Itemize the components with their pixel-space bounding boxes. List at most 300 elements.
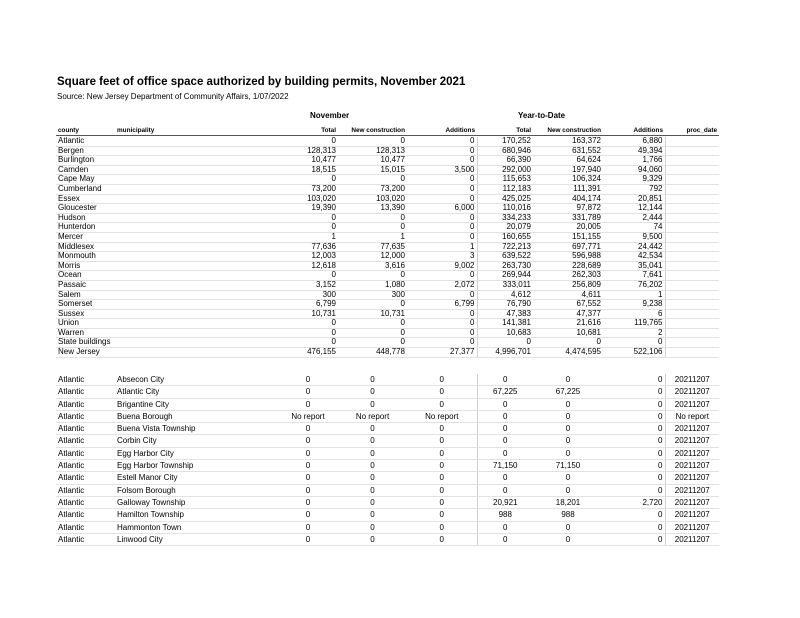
proc-date-cell: 20211207 (665, 496, 719, 508)
nov-additions-cell: 0 (407, 271, 477, 281)
ytd-additions-cell: 0 (603, 460, 665, 472)
ytd-new-construction-cell: 10,681 (533, 328, 603, 338)
nov-additions-cell: 0 (407, 533, 477, 545)
ytd-additions-cell: 1,766 (603, 156, 665, 166)
proc-date-cell: 20211207 (665, 484, 719, 496)
proc-date-cell: 20211207 (665, 447, 719, 459)
ytd-additions-cell: 0 (603, 435, 665, 447)
ytd-total-cell: 269,944 (477, 271, 533, 281)
ytd-total-cell: 115,653 (477, 175, 533, 185)
municipality-row (56, 496, 719, 508)
november-group-header: November (310, 111, 350, 120)
county-name-cell: Atlantic (56, 410, 115, 422)
ytd-additions-cell: 792 (603, 184, 665, 194)
ytd-group-header: Year-to-Date (518, 111, 566, 120)
proc-date-cell (665, 309, 719, 319)
county-name-cell: Somerset (56, 300, 278, 310)
county-row (56, 261, 719, 271)
nov-additions-cell: 0 (407, 213, 477, 223)
municipality-name-cell: Corbin City (115, 435, 278, 447)
ytd-additions-cell: 24,442 (603, 242, 665, 252)
ytd-total-cell: 0 (477, 398, 533, 410)
nov-new-construction-cell: 0 (338, 398, 407, 410)
ytd-additions-cell: 9,238 (603, 300, 665, 310)
nov-total-cell: 0 (278, 533, 338, 545)
nov-additions-cell: 9,002 (407, 261, 477, 271)
county-name-cell: Cumberland (56, 184, 278, 194)
ytd-new-construction-cell: 228,689 (533, 261, 603, 271)
ytd-additions-cell: 76,202 (603, 280, 665, 290)
nov-new-construction-cell: 1,080 (338, 280, 407, 290)
proc-date-cell: 20211207 (665, 398, 719, 410)
ytd-new-construction-cell: 163,372 (533, 137, 603, 146)
nov-total-cell: 73,200 (278, 184, 338, 194)
county-row (56, 137, 719, 146)
ytd-additions-cell: 35,041 (603, 261, 665, 271)
nov-total-cell: 10,731 (278, 309, 338, 319)
nov-additions-cell: 0 (407, 146, 477, 156)
nov-new-construction-cell: 0 (338, 460, 407, 472)
col-header-county: county (58, 127, 79, 134)
county-name-cell: Atlantic (56, 374, 115, 386)
proc-date-cell (665, 280, 719, 290)
ytd-total-cell: 20,921 (477, 496, 533, 508)
county-name-cell: Atlantic (56, 423, 115, 435)
ytd-new-construction-cell: 0 (533, 521, 603, 533)
nov-additions-cell: No report (407, 410, 477, 422)
county-name-cell: Hudson (56, 213, 278, 223)
ytd-additions-cell: 7,641 (603, 271, 665, 281)
ytd-new-construction-cell: 0 (533, 410, 603, 422)
nov-new-construction-cell: 1 (338, 232, 407, 242)
nov-new-construction-cell: 3,616 (338, 261, 407, 271)
ytd-new-construction-cell: 21,616 (533, 319, 603, 329)
ytd-additions-cell: 2 (603, 328, 665, 338)
county-name-cell: Cape May (56, 175, 278, 185)
county-row (56, 348, 719, 358)
proc-date-cell: 20211207 (665, 435, 719, 447)
ytd-new-construction-cell: 64,624 (533, 156, 603, 166)
ytd-total-cell: 292,000 (477, 165, 533, 175)
nov-total-cell: 12,618 (278, 261, 338, 271)
county-name-cell: Atlantic (56, 521, 115, 533)
ytd-additions-cell: 1 (603, 290, 665, 300)
nov-new-construction-cell: 0 (338, 175, 407, 185)
nov-new-construction-cell: 0 (338, 533, 407, 545)
county-name-cell: Morris (56, 261, 278, 271)
ytd-new-construction-cell: 0 (533, 472, 603, 484)
ytd-new-construction-cell: 631,552 (533, 146, 603, 156)
source-note: Source: New Jersey Department of Community Affairs, 1/07/2022 (57, 92, 289, 101)
ytd-additions-cell: 2,444 (603, 213, 665, 223)
nov-new-construction-cell: 0 (338, 374, 407, 386)
nov-total-cell: 3,152 (278, 280, 338, 290)
proc-date-cell: 20211207 (665, 423, 719, 435)
proc-date-cell (665, 175, 719, 185)
county-row (56, 204, 719, 214)
nov-new-construction-cell: 0 (338, 338, 407, 348)
proc-date-cell: No report (665, 410, 719, 422)
ytd-additions-cell: 0 (603, 374, 665, 386)
ytd-new-construction-cell: 18,201 (533, 496, 603, 508)
nov-additions-cell: 0 (407, 232, 477, 242)
municipality-name-cell: Folsom Borough (115, 484, 278, 496)
nov-new-construction-cell: 0 (338, 300, 407, 310)
nov-total-cell: 103,020 (278, 194, 338, 204)
ytd-additions-cell: 74 (603, 223, 665, 233)
ytd-additions-cell: 6,880 (603, 137, 665, 146)
municipality-row (56, 410, 719, 422)
ytd-new-construction-cell: 596,988 (533, 252, 603, 262)
proc-date-cell: 20211207 (665, 521, 719, 533)
nov-new-construction-cell: No report (338, 410, 407, 422)
county-name-cell: Monmouth (56, 252, 278, 262)
municipality-detail-table (56, 374, 719, 546)
ytd-additions-cell: 0 (603, 338, 665, 348)
county-row (56, 146, 719, 156)
county-name-cell: Warren (56, 328, 278, 338)
county-name-cell: Sussex (56, 309, 278, 319)
county-name-cell: Burlington (56, 156, 278, 166)
nov-new-construction-cell: 13,390 (338, 204, 407, 214)
county-row (56, 271, 719, 281)
nov-additions-cell: 0 (407, 309, 477, 319)
county-row (56, 328, 719, 338)
county-summary-table (56, 137, 719, 358)
nov-total-cell: 0 (278, 328, 338, 338)
ytd-total-cell: 66,390 (477, 156, 533, 166)
nov-additions-cell: 0 (407, 137, 477, 146)
county-name-cell: Camden (56, 165, 278, 175)
proc-date-cell: 20211207 (665, 374, 719, 386)
nov-additions-cell: 0 (407, 223, 477, 233)
proc-date-cell (665, 319, 719, 329)
nov-additions-cell: 0 (407, 472, 477, 484)
proc-date-cell (665, 232, 719, 242)
nov-additions-cell: 2,072 (407, 280, 477, 290)
ytd-new-construction-cell: 0 (533, 533, 603, 545)
county-row (56, 175, 719, 185)
municipality-row (56, 484, 719, 496)
county-row (56, 338, 719, 348)
municipality-name-cell: Galloway Township (115, 496, 278, 508)
nov-new-construction-cell: 15,015 (338, 165, 407, 175)
ytd-new-construction-cell: 67,225 (533, 386, 603, 398)
ytd-new-construction-cell: 4,474,595 (533, 348, 603, 358)
nov-total-cell: 0 (278, 447, 338, 459)
ytd-additions-cell: 6 (603, 309, 665, 319)
nov-total-cell: 0 (278, 319, 338, 329)
county-name-cell: New Jersey (56, 348, 278, 358)
ytd-additions-cell: 0 (603, 398, 665, 410)
ytd-additions-cell: 0 (603, 484, 665, 496)
ytd-additions-cell: 0 (603, 386, 665, 398)
ytd-new-construction-cell: 111,391 (533, 184, 603, 194)
proc-date-cell: 20211207 (665, 533, 719, 545)
municipality-name-cell: Brigantine City (115, 398, 278, 410)
ytd-total-cell: 170,252 (477, 137, 533, 146)
ytd-total-cell: 47,383 (477, 309, 533, 319)
nov-total-cell: 12,003 (278, 252, 338, 262)
county-name-cell: Atlantic (56, 386, 115, 398)
nov-additions-cell: 0 (407, 184, 477, 194)
ytd-new-construction-cell: 47,377 (533, 309, 603, 319)
municipality-row (56, 398, 719, 410)
municipality-row (56, 509, 719, 521)
ytd-total-cell: 425,025 (477, 194, 533, 204)
county-row (56, 290, 719, 300)
ytd-new-construction-cell: 0 (533, 423, 603, 435)
ytd-total-cell: 722,213 (477, 242, 533, 252)
ytd-total-cell: 110,016 (477, 204, 533, 214)
proc-date-cell (665, 213, 719, 223)
proc-date-cell (665, 328, 719, 338)
proc-date-cell (665, 242, 719, 252)
ytd-new-construction-cell: 0 (533, 484, 603, 496)
nov-additions-cell: 0 (407, 447, 477, 459)
proc-date-cell (665, 204, 719, 214)
nov-total-cell: 0 (278, 213, 338, 223)
ytd-additions-cell: 0 (603, 472, 665, 484)
nov-additions-cell: 0 (407, 338, 477, 348)
county-row (56, 165, 719, 175)
report-title: Square feet of office space authorized by building permits, November 2021 (57, 76, 466, 88)
ytd-additions-cell: 0 (603, 509, 665, 521)
proc-date-cell (665, 194, 719, 204)
ytd-total-cell: 0 (477, 484, 533, 496)
col-header-proc-date: proc_date (686, 127, 717, 134)
ytd-total-cell: 141,381 (477, 319, 533, 329)
nov-total-cell: 0 (278, 509, 338, 521)
nov-additions-cell: 0 (407, 496, 477, 508)
nov-additions-cell: 0 (407, 386, 477, 398)
nov-total-cell: 0 (278, 223, 338, 233)
proc-date-cell (665, 290, 719, 300)
nov-total-cell: 19,390 (278, 204, 338, 214)
county-name-cell: Atlantic (56, 435, 115, 447)
nov-additions-cell: 0 (407, 521, 477, 533)
nov-total-cell: 0 (278, 338, 338, 348)
county-name-cell: Atlantic (56, 460, 115, 472)
ytd-total-cell: 4,996,701 (477, 348, 533, 358)
ytd-total-cell: 0 (477, 472, 533, 484)
municipality-row (56, 521, 719, 533)
ytd-additions-cell: 12,144 (603, 204, 665, 214)
municipality-name-cell: Atlantic City (115, 386, 278, 398)
nov-additions-cell: 3,500 (407, 165, 477, 175)
county-name-cell: Atlantic (56, 447, 115, 459)
municipality-name-cell: Estell Manor City (115, 472, 278, 484)
county-row (56, 300, 719, 310)
nov-total-cell: 0 (278, 484, 338, 496)
col-header-nov-additions: Additions (445, 127, 475, 134)
ytd-new-construction-cell: 0 (533, 374, 603, 386)
proc-date-cell: 20211207 (665, 386, 719, 398)
municipality-row (56, 423, 719, 435)
municipality-row (56, 447, 719, 459)
county-row (56, 223, 719, 233)
ytd-new-construction-cell: 97,872 (533, 204, 603, 214)
proc-date-cell: 20211207 (665, 460, 719, 472)
municipality-name-cell: Buena Vista Township (115, 423, 278, 435)
ytd-additions-cell: 0 (603, 423, 665, 435)
proc-date-cell (665, 184, 719, 194)
ytd-additions-cell: 49,394 (603, 146, 665, 156)
municipality-name-cell: Egg Harbor Township (115, 460, 278, 472)
county-row (56, 156, 719, 166)
ytd-total-cell: 4,612 (477, 290, 533, 300)
ytd-total-cell: 334,233 (477, 213, 533, 223)
county-name-cell: Passaic (56, 280, 278, 290)
nov-new-construction-cell: 0 (338, 328, 407, 338)
ytd-total-cell: 680,946 (477, 146, 533, 156)
nov-new-construction-cell: 0 (338, 137, 407, 146)
nov-total-cell: 0 (278, 137, 338, 146)
nov-total-cell: 10,477 (278, 156, 338, 166)
column-header-row (56, 127, 719, 136)
proc-date-cell: 20211207 (665, 472, 719, 484)
nov-total-cell: 0 (278, 271, 338, 281)
nov-new-construction-cell: 0 (338, 447, 407, 459)
nov-total-cell: 1 (278, 232, 338, 242)
ytd-new-construction-cell: 4,611 (533, 290, 603, 300)
ytd-total-cell: 0 (477, 521, 533, 533)
nov-new-construction-cell: 0 (338, 521, 407, 533)
municipality-row (56, 460, 719, 472)
nov-additions-cell: 0 (407, 328, 477, 338)
ytd-total-cell: 263,730 (477, 261, 533, 271)
ytd-additions-cell: 119,765 (603, 319, 665, 329)
nov-additions-cell: 0 (407, 156, 477, 166)
nov-total-cell: 0 (278, 386, 338, 398)
county-name-cell: Atlantic (56, 137, 278, 146)
ytd-additions-cell: 20,851 (603, 194, 665, 204)
ytd-additions-cell: 0 (603, 447, 665, 459)
county-name-cell: Atlantic (56, 472, 115, 484)
ytd-total-cell: 160,655 (477, 232, 533, 242)
nov-new-construction-cell: 300 (338, 290, 407, 300)
ytd-total-cell: 0 (477, 447, 533, 459)
nov-new-construction-cell: 0 (338, 509, 407, 521)
ytd-new-construction-cell: 697,771 (533, 242, 603, 252)
ytd-additions-cell: 9,329 (603, 175, 665, 185)
nov-total-cell: 6,799 (278, 300, 338, 310)
nov-new-construction-cell: 128,313 (338, 146, 407, 156)
county-row (56, 213, 719, 223)
county-name-cell: Atlantic (56, 509, 115, 521)
nov-total-cell: 0 (278, 423, 338, 435)
municipality-name-cell: Hammonton Town (115, 521, 278, 533)
county-name-cell: Atlantic (56, 496, 115, 508)
municipality-row (56, 435, 719, 447)
nov-additions-cell: 0 (407, 423, 477, 435)
ytd-total-cell: 0 (477, 374, 533, 386)
municipality-name-cell: Egg Harbor City (115, 447, 278, 459)
ytd-total-cell: 988 (477, 509, 533, 521)
nov-additions-cell: 0 (407, 484, 477, 496)
nov-total-cell: 0 (278, 472, 338, 484)
nov-new-construction-cell: 0 (338, 423, 407, 435)
nov-total-cell: 0 (278, 460, 338, 472)
county-name-cell: State buildings (56, 338, 278, 348)
nov-new-construction-cell: 448,778 (338, 348, 407, 358)
nov-new-construction-cell: 0 (338, 223, 407, 233)
nov-total-cell: No report (278, 410, 338, 422)
proc-date-cell (665, 146, 719, 156)
proc-date-cell (665, 261, 719, 271)
ytd-additions-cell: 522,106 (603, 348, 665, 358)
ytd-total-cell: 0 (477, 435, 533, 447)
municipality-name-cell: Hamilton Township (115, 509, 278, 521)
nov-new-construction-cell: 0 (338, 484, 407, 496)
nov-additions-cell: 0 (407, 175, 477, 185)
ytd-new-construction-cell: 67,552 (533, 300, 603, 310)
ytd-total-cell: 0 (477, 338, 533, 348)
proc-date-cell (665, 300, 719, 310)
nov-total-cell: 77,636 (278, 242, 338, 252)
ytd-new-construction-cell: 0 (533, 398, 603, 410)
ytd-new-construction-cell: 151,155 (533, 232, 603, 242)
ytd-additions-cell: 94,060 (603, 165, 665, 175)
ytd-total-cell: 10,683 (477, 328, 533, 338)
proc-date-cell (665, 338, 719, 348)
nov-total-cell: 300 (278, 290, 338, 300)
county-name-cell: Middlesex (56, 242, 278, 252)
ytd-new-construction-cell: 404,174 (533, 194, 603, 204)
nov-new-construction-cell: 0 (338, 271, 407, 281)
ytd-new-construction-cell: 106,324 (533, 175, 603, 185)
ytd-new-construction-cell: 331,789 (533, 213, 603, 223)
nov-additions-cell: 3 (407, 252, 477, 262)
county-name-cell: Essex (56, 194, 278, 204)
county-name-cell: Salem (56, 290, 278, 300)
nov-new-construction-cell: 0 (338, 386, 407, 398)
nov-additions-cell: 0 (407, 290, 477, 300)
nov-additions-cell: 0 (407, 509, 477, 521)
nov-additions-cell: 6,000 (407, 204, 477, 214)
nov-total-cell: 128,313 (278, 146, 338, 156)
proc-date-cell (665, 348, 719, 358)
county-row (56, 232, 719, 242)
ytd-total-cell: 639,522 (477, 252, 533, 262)
municipality-row (56, 472, 719, 484)
nov-new-construction-cell: 0 (338, 496, 407, 508)
ytd-total-cell: 0 (477, 423, 533, 435)
col-header-municipality: municipality (117, 127, 155, 134)
county-row (56, 280, 719, 290)
proc-date-cell (665, 156, 719, 166)
nov-new-construction-cell: 10,731 (338, 309, 407, 319)
ytd-additions-cell: 2,720 (603, 496, 665, 508)
ytd-total-cell: 112,183 (477, 184, 533, 194)
municipality-row (56, 386, 719, 398)
ytd-additions-cell: 0 (603, 533, 665, 545)
nov-new-construction-cell: 77,635 (338, 242, 407, 252)
ytd-total-cell: 71,150 (477, 460, 533, 472)
county-row (56, 242, 719, 252)
ytd-new-construction-cell: 20,005 (533, 223, 603, 233)
ytd-new-construction-cell: 0 (533, 447, 603, 459)
nov-total-cell: 0 (278, 521, 338, 533)
nov-new-construction-cell: 0 (338, 213, 407, 223)
nov-total-cell: 0 (278, 175, 338, 185)
nov-new-construction-cell: 73,200 (338, 184, 407, 194)
county-name-cell: Bergen (56, 146, 278, 156)
county-name-cell: Atlantic (56, 533, 115, 545)
proc-date-cell (665, 223, 719, 233)
municipality-name-cell: Absecon City (115, 374, 278, 386)
nov-new-construction-cell: 0 (338, 319, 407, 329)
